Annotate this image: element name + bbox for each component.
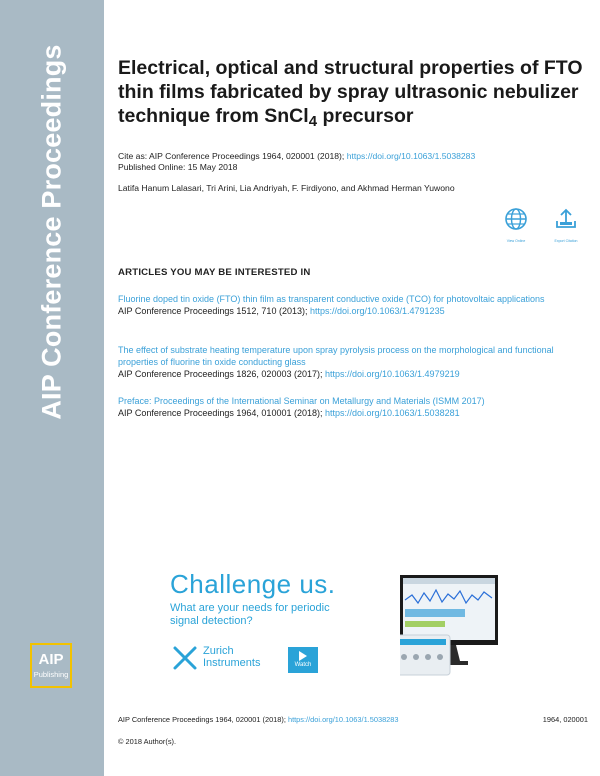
related-article-title[interactable]: Preface: Proceedings of the International Seminar on Metallurgy and Materials (ISMM 2017) [118, 396, 485, 406]
export-icon [554, 207, 578, 231]
footer-doi-link[interactable]: https://doi.org/10.1063/1.5038283 [287, 715, 399, 724]
monitor-illustration-icon [400, 575, 500, 685]
export-citation-label: Export Citation [554, 239, 578, 243]
published-date: Published Online: 15 May 2018 [118, 162, 238, 172]
authors-list: Latifa Hanum Lalasari, Tri Arini, Lia Andriyah, F. Firdiyono, and Akhmad Herman Yuwono [118, 183, 455, 193]
paper-title: Electrical, optical and structural properties of FTO thin films fabricated by spray ultrasonic nebulizer technique from SnCl$_4$ precursor [118, 57, 583, 130]
related-article: The effect of substrate heating temperature upon spray pyrolysis process on the morphological and functional properties of fluorine tin oxide conducting glass AIP Conference Proceedings 1826, 020003 (2017); https://doi.org/10.1063/1.4979219 [118, 344, 558, 380]
ad-headline: Challenge us. [170, 569, 336, 599]
related-articles-heading: ARTICLES YOU MAY BE INTERESTED IN [118, 267, 311, 278]
globe-icon [504, 207, 528, 231]
ad-subtext: What are your needs for periodic signal detection? [170, 602, 330, 627]
related-article-doi[interactable]: https://doi.org/10.1063/1.4791235 [309, 306, 445, 316]
related-article-title[interactable]: The effect of substrate heating temperature upon spray pyrolysis process on the morphological and functional properties of fluorine tin oxide conducting glass [118, 345, 554, 367]
watch-label: Watch [294, 662, 312, 668]
related-article-doi[interactable]: https://doi.org/10.1063/1.4979219 [324, 369, 460, 379]
paper-doi-link[interactable]: https://doi.org/10.1063/1.5038283 [346, 151, 476, 161]
related-article-doi[interactable]: https://doi.org/10.1063/1.5038281 [324, 408, 460, 418]
footer-page-number: 1964, 020001 [542, 715, 588, 724]
logo-bottom-text: Publishing [33, 670, 69, 679]
logo-top-text: AIP [38, 651, 64, 668]
cite-as-line: Cite as: AIP Conference Proceedings 1964, 020001 (2018); https://doi.org/10.1063/1.5038283 [118, 151, 476, 161]
related-article: Preface: Proceedings of the International Seminar on Metallurgy and Materials (ISMM 2017) AIP Conference Proceedings 1964, 010001 (2018); https://doi.org/10.1063/1.5038281 [118, 395, 558, 419]
page-footer: AIP Conference Proceedings 1964, 020001 (2018); https://doi.org/10.1063/1.5038283 1964, 020001 [118, 715, 588, 724]
ad-brand: Zurich Instruments [203, 645, 261, 669]
play-icon [299, 651, 307, 661]
related-article-title[interactable]: Fluorine doped tin oxide (FTO) thin film as transparent conductive oxide (TCO) for photovoltaic applications [118, 294, 545, 304]
related-article: Fluorine doped tin oxide (FTO) thin film as transparent conductive oxide (TCO) for photovoltaic applications AIP Conference Proceedings 1512, 710 (2013); https://doi.org/10.1063/1.4791235 [118, 293, 558, 317]
journal-name: AIP Conference Proceedings [36, 44, 67, 420]
export-citation-button[interactable] [544, 207, 588, 243]
zurich-instruments-logo-icon [172, 645, 198, 671]
watch-button[interactable] [288, 647, 318, 673]
copyright-notice: © 2018 Author(s). [118, 737, 177, 746]
view-online-label: View Online [506, 239, 526, 243]
journal-sidebar [0, 0, 104, 776]
aip-publishing-logo[interactable] [30, 643, 72, 688]
view-online-button[interactable] [494, 207, 538, 243]
